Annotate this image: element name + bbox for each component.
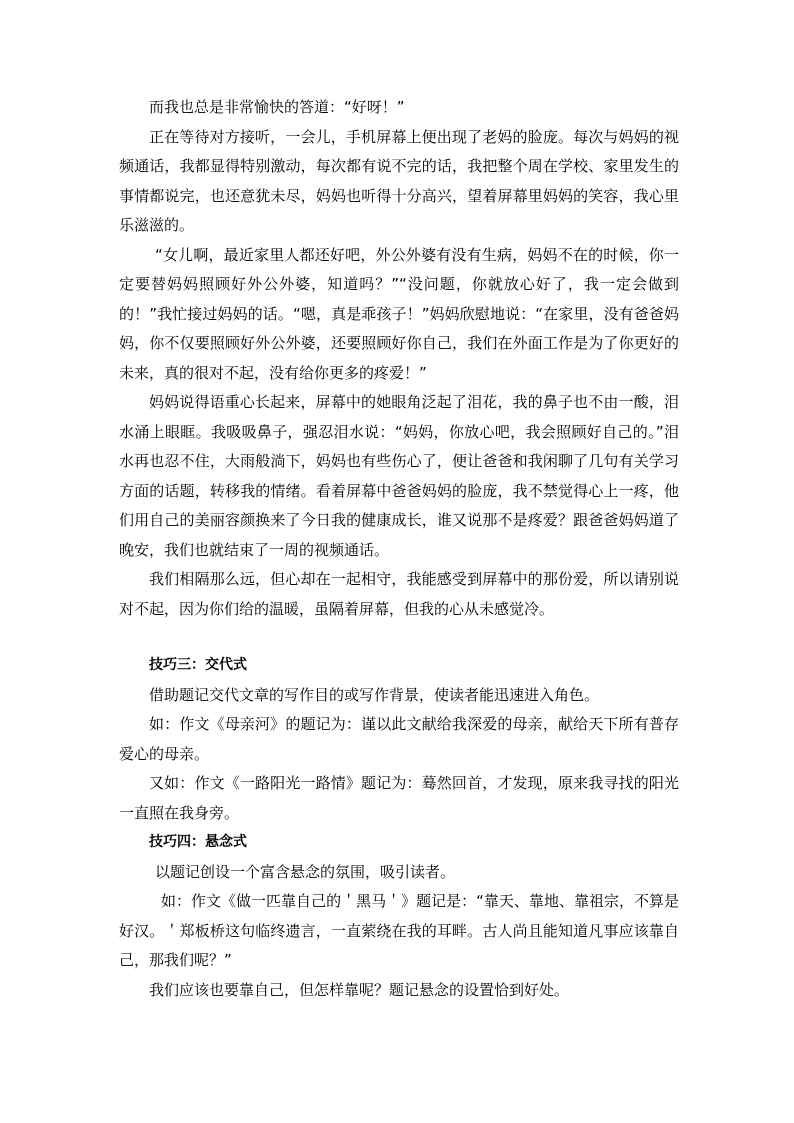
document-body: [119, 93, 679, 1005]
section4-description: 以题记创设一个富含悬念的氛围，吸引读者。: [155, 862, 456, 881]
section3-description: 借助题记交代文章的写作目的或写作背景，使读者能迅速进入角色。: [149, 685, 600, 704]
paragraph-answer: 而我也总是非常愉快的答道：“好呀！”: [149, 98, 405, 116]
section-gap: [119, 624, 679, 651]
section4-example: 如：作文《做一匹靠自己的＇黑马＇》题记是：“靠天、靠地、靠祖宗，不算是好汉。＇郑板桥这句临终遗言，一直萦绕在我的耳畔。古人尚且能知道凡事应该靠自己，那我们呢？”: [119, 892, 679, 969]
paragraph-conclusion: 我们相隔那么远，但心却在一起相守，我能感受到屏幕中的那份爱，所以请别说对不起，因为你们给的温暖，虽隔着屏幕，但我的心从未感觉冷。: [119, 570, 679, 618]
section4-comment: 我们应该也要靠自己，但怎样靠呢？题记悬念的设置恰到好处。: [149, 980, 570, 999]
paragraph-video-call: 正在等待对方接听，一会儿，手机屏幕上便出现了老妈的脸庞。每次与妈妈的视频通话，我都显得特别激动，每次都有说不完的话，我把整个周在学校、家里发生的事情都说完，也还意犹未尽，妈妈也听得十分高兴，望着屏幕里妈妈的笑容，我心里乐滋滋的。: [119, 127, 679, 234]
section3-example-2: 又如：作文《一路阳光一路情》题记为：蓦然回首，才发现，原来我寻找的阳光一直照在我身旁。: [119, 774, 679, 822]
section-heading-explanatory: 技巧三：交代式: [149, 657, 247, 673]
paragraph-dialogue: “女儿啊，最近家里人都还好吧，外公外婆有没有生病，妈妈不在的时候，你一定要替妈妈照顾好外公外婆，知道吗？”“没问题，你就放心好了，我一定会做到的！”我忙接过妈妈的话。“嗯，真是乖孩子！”妈妈欣慰地说：“在家里，没有爸爸妈妈，你不仅要照顾好外公外婆，还要照顾好你自己，我们在外面工作是为了你更好的未来，真的很对不起，没有给你更多的疼爱！”: [119, 245, 679, 382]
paragraph-tears: 妈妈说得语重心长起来，屏幕中的她眼角泛起了泪花，我的鼻子也不由一酸，泪水涌上眼眶。我吸吸鼻子，强忍泪水说：“妈妈，你放心吧，我会照顾好自己的。”泪水再也忍不住，大雨般淌下，妈妈也有些伤心了，便让爸爸和我闲聊了几句有关学习方面的话题，转移我的情绪。看着屏幕中爸爸妈妈的脸庞，我不禁觉得心上一疼，他们用自己的美丽容颜换来了今日我的健康成长，谁又说那不是疼爱？跟爸爸妈妈道了晚安，我们也就结束了一周的视频通话。: [119, 393, 679, 559]
section-heading-suspense: 技巧四：悬念式: [149, 834, 247, 850]
section3-example-1: 如：作文《母亲河》的题记为：谨以此文献给我深爱的母亲，献给天下所有普存爱心的母亲。: [119, 715, 679, 763]
